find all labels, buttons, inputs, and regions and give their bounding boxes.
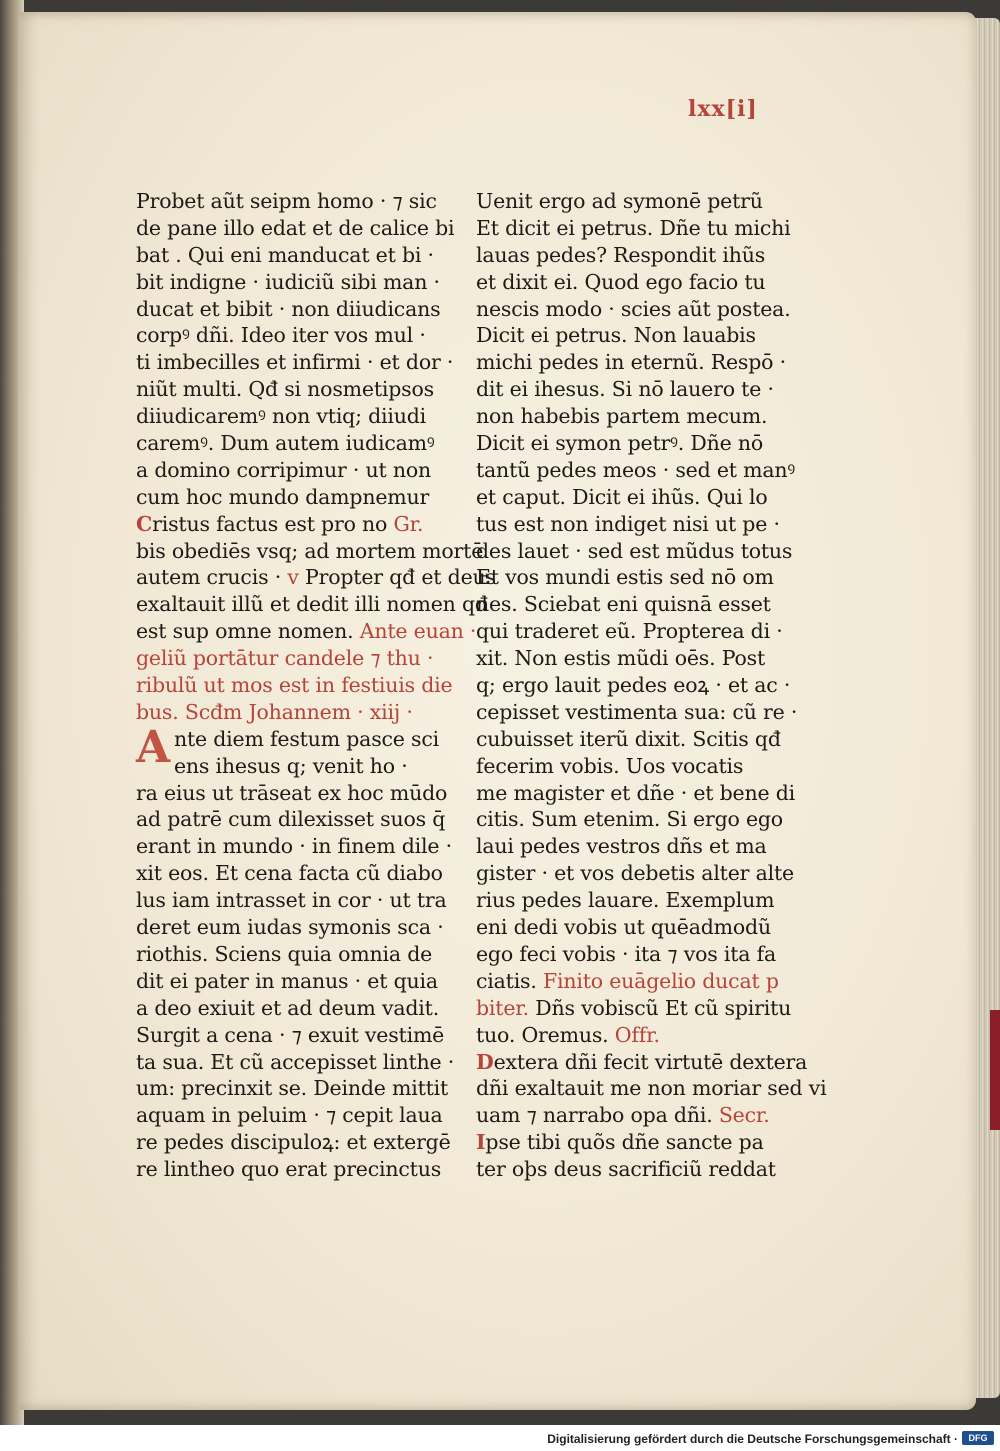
text-segment: ad patrē cum dilexisset suos q̄ [136, 807, 446, 832]
text-segment: bat . Qui eni manducat et bi · [136, 242, 434, 267]
initial-letter: A [136, 721, 170, 773]
text-segment: autem crucis · [136, 565, 288, 590]
text-segment: a domino corripimur · ut non [136, 457, 432, 482]
text-segment: aquam in peluim · ⁊ cepit laua [136, 1103, 443, 1128]
text-segment: nes. Sciebat eni quisnā esset [476, 592, 771, 617]
text-line [476, 806, 781, 833]
text-line [136, 403, 436, 430]
text-line [476, 1049, 808, 1076]
rubric-text: Finito euāgelio ducat p [543, 968, 779, 993]
text-line [476, 564, 781, 591]
text-segment: tus est non indiget nisi ut pe · [476, 511, 780, 536]
rubric-text: Secr. [718, 1103, 770, 1128]
rubric-text: bus. Scđm Johannem · xiij · [136, 699, 413, 724]
text-line [136, 1049, 455, 1076]
text-segment: exaltauit illũ et dedit illi nomen qđ [136, 592, 488, 617]
text-line [476, 403, 781, 430]
text-line [136, 699, 436, 726]
text-line [476, 645, 781, 672]
text-segment: uam ⁊ narrabo opa dñi. [476, 1103, 719, 1128]
rubric-text: Ante euan · [359, 619, 477, 644]
text-segment: lus iam intrasset in cor · ut tra [136, 888, 447, 913]
text-segment: corpꝰ dñi. Ideo iter vos mul · [136, 323, 426, 348]
text-line [476, 296, 791, 323]
text-line [476, 1129, 781, 1156]
text-segment: des lauet · sed est mũdus totus [476, 538, 793, 563]
bookmark-ribbon [990, 1010, 1000, 1130]
text-line [476, 376, 781, 403]
text-line [476, 672, 791, 699]
text-line [136, 860, 443, 887]
text-segment: non habebis partem mecum. [476, 404, 768, 429]
text-segment: xit eos. Et cena facta cũ diabo [136, 861, 443, 886]
text-segment: gister · et vos debetis alter alte [476, 861, 794, 886]
text-segment: ti imbecilles et infirmi · et dor · [136, 350, 454, 375]
text-segment: Dicit ei petrus. Non lauabis [476, 323, 756, 348]
text-line [136, 914, 444, 941]
text-segment: Dñs vobiscũ Et cũ spiritu [535, 995, 792, 1020]
rubric-text: Gr. [393, 511, 424, 536]
text-line [476, 269, 781, 296]
text-line [136, 753, 436, 780]
text-segment: et caput. Dicit ei ihũs. Qui lo [476, 484, 768, 509]
text-line [476, 457, 796, 484]
text-line [136, 349, 454, 376]
text-segment: re lintheo quo erat precinctus [136, 1157, 442, 1182]
text-segment: caremꝰ. Dum autem iudicamꝰ [136, 431, 435, 456]
text-segment: eni dedi vobis ut quēadmodũ [476, 915, 771, 940]
text-line [476, 188, 781, 215]
text-line [136, 215, 455, 242]
text-line [476, 242, 781, 269]
text-line [136, 484, 436, 511]
text-line [136, 591, 488, 618]
text-line [136, 1075, 449, 1102]
text-line [476, 968, 781, 995]
text-segment: lauas pedes? Respondit ihũs [476, 242, 766, 267]
text-segment: a deo exiuit et ad deum vadit. [136, 995, 440, 1020]
text-line [476, 349, 786, 376]
funding-credit: Digitalisierung gefördert durch die Deutsche Forschungsgemeinschaft · [547, 1432, 958, 1446]
text-segment: bit indigne · iudiciũ sibi man · [136, 269, 440, 294]
text-line [476, 726, 781, 753]
text-line [136, 941, 436, 968]
text-segment: rius pedes lauare. Exemplum [476, 888, 775, 913]
footer-bar [0, 1425, 1000, 1451]
text-segment: ducat et bibit · non diiudicans [136, 296, 441, 321]
text-line [476, 538, 793, 565]
text-segment: dit ei pater in manus · et quia [136, 968, 438, 993]
text-line [136, 511, 436, 538]
text-line [476, 887, 781, 914]
text-segment: erant in mundo · in finem dile · [136, 834, 452, 859]
text-line [136, 242, 436, 269]
text-line [476, 1156, 781, 1183]
right-text-column [476, 188, 827, 1183]
dfg-logo: DFG [962, 1431, 994, 1445]
text-segment: um: precinxit se. Deinde mittit [136, 1076, 449, 1101]
text-segment: Dicit ei symon petrꝰ. Dñe nō [476, 431, 763, 456]
text-segment: cubuisset iterũ dixit. Scitis qđ [476, 726, 781, 751]
text-segment: Probet aũt seipm homo · ⁊ sic [136, 189, 437, 213]
text-line [136, 1156, 442, 1183]
text-segment: cepisset vestimenta sua: cũ re · [476, 699, 798, 724]
text-segment: tantũ pedes meos · sed et manꝰ [476, 457, 796, 482]
text-segment: riothis. Sciens quia omnia de [136, 941, 433, 966]
text-segment: ter oþs deus sacrificiũ reddat [476, 1157, 776, 1182]
text-line [476, 914, 781, 941]
text-segment: tuo. Oremus. [476, 1022, 615, 1047]
text-segment: nescis modo · scies aũt postea. [476, 296, 791, 321]
text-segment: de pane illo edat et de calice bi [136, 215, 455, 240]
text-line [136, 269, 440, 296]
text-segment: bis obediēs vsq; ad mortem mortē [136, 538, 484, 563]
text-segment: est sup omne nomen. [136, 619, 360, 644]
initial-letter: C [136, 511, 153, 536]
text-segment: et dixit ei. Quod ego facio tu [476, 269, 766, 294]
text-line [136, 1102, 443, 1129]
text-line [136, 188, 436, 215]
text-segment: Uenit ergo ad symonē petrũ [476, 189, 763, 213]
text-line [136, 618, 477, 645]
left-text-column [136, 188, 496, 1183]
text-segment: citis. Sum etenim. Si ergo ego [476, 807, 783, 832]
text-line [476, 941, 781, 968]
text-line [476, 699, 798, 726]
text-line [136, 1129, 451, 1156]
text-line [476, 484, 781, 511]
rubric-text: Offr. [614, 1022, 660, 1047]
text-segment: ra eius ut trāseat ex hoc mūdo [136, 780, 448, 805]
text-line [476, 591, 781, 618]
text-line [476, 860, 794, 887]
text-line [476, 1102, 781, 1129]
text-line [136, 296, 441, 323]
text-segment: re pedes discipuloꝝ: et extergē [136, 1130, 451, 1155]
text-segment: diiudicaremꝰ non vtiq; diiudi [136, 404, 427, 429]
text-line [476, 1075, 827, 1102]
text-line [136, 322, 436, 349]
text-line [476, 618, 781, 645]
text-segment: cum hoc mundo dampnemur [136, 484, 430, 509]
text-segment: q; ergo lauit pedes eoꝝ · et ac · [476, 673, 791, 698]
text-segment: michi pedes in eternũ. Respō · [476, 350, 786, 375]
text-segment: dñi exaltauit me non moriar sed vi [476, 1076, 827, 1101]
text-segment: ego feci vobis · ita ⁊ vos ita fa [476, 941, 776, 966]
text-segment: Propter qđ et deus [298, 565, 496, 590]
text-segment: pse tibi quõs dñe sancte pa [485, 1130, 764, 1155]
text-line [136, 564, 496, 591]
text-line [136, 430, 436, 457]
text-segment: dit ei ihesus. Si nō lauero te · [476, 377, 774, 402]
text-line [476, 833, 781, 860]
text-line [136, 968, 436, 995]
text-line [476, 511, 781, 538]
text-segment: ristus factus est pro no [152, 511, 394, 536]
book-page [18, 12, 976, 1410]
text-segment: me magister et dñe · et bene di [476, 780, 795, 805]
text-line [476, 1022, 781, 1049]
text-segment: ciatis. [476, 968, 544, 993]
text-segment: laui pedes vestros dñs et ma [476, 834, 767, 859]
text-line [476, 215, 791, 242]
text-segment: extera dñi fecit virtutē dextera [493, 1049, 808, 1074]
folio-number: lxx[i] [688, 96, 758, 122]
text-line [476, 322, 781, 349]
initial-letter: I [476, 1130, 486, 1155]
text-segment: deret eum iudas symonis sca · [136, 915, 444, 940]
text-line [136, 1022, 445, 1049]
text-line [136, 645, 436, 672]
text-segment: fecerim vobis. Uos vocatis [476, 753, 744, 778]
text-line [136, 780, 448, 807]
text-line [476, 995, 792, 1022]
text-segment: Et vos mundi estis sed nō om [476, 565, 774, 590]
text-segment: ta sua. Et cũ accepisset linthe · [136, 1049, 455, 1074]
text-line [136, 376, 436, 403]
rubric-text: v [287, 565, 299, 590]
text-line [136, 806, 446, 833]
text-line [476, 430, 781, 457]
text-segment: ens ihesus q; venit ho · [173, 753, 408, 778]
text-segment: xit. Non estis mũdi oēs. Post [476, 646, 765, 671]
text-line [136, 457, 436, 484]
text-segment: Surgit a cena · ⁊ exuit vestimē [136, 1022, 445, 1047]
text-line [136, 538, 484, 565]
text-line [136, 995, 440, 1022]
rubric-text: geliũ portātur candele ⁊ thu · [136, 646, 434, 671]
text-segment: Et dicit ei petrus. Dñe tu michi [476, 215, 791, 240]
rubric-text: ribulũ ut mos est in festiuis die [136, 673, 453, 698]
text-line [476, 780, 795, 807]
text-segment: qui traderet eũ. Propterea di · [476, 619, 783, 644]
initial-letter: D [476, 1049, 494, 1074]
rubric-text: biter. [476, 995, 536, 1020]
text-segment: nte diem festum pasce sci [173, 726, 439, 751]
text-segment: niũt multi. Qđ si nosmetipsos [136, 377, 434, 402]
text-line [136, 672, 453, 699]
text-line [136, 833, 452, 860]
text-line [476, 753, 781, 780]
text-line [136, 887, 447, 914]
